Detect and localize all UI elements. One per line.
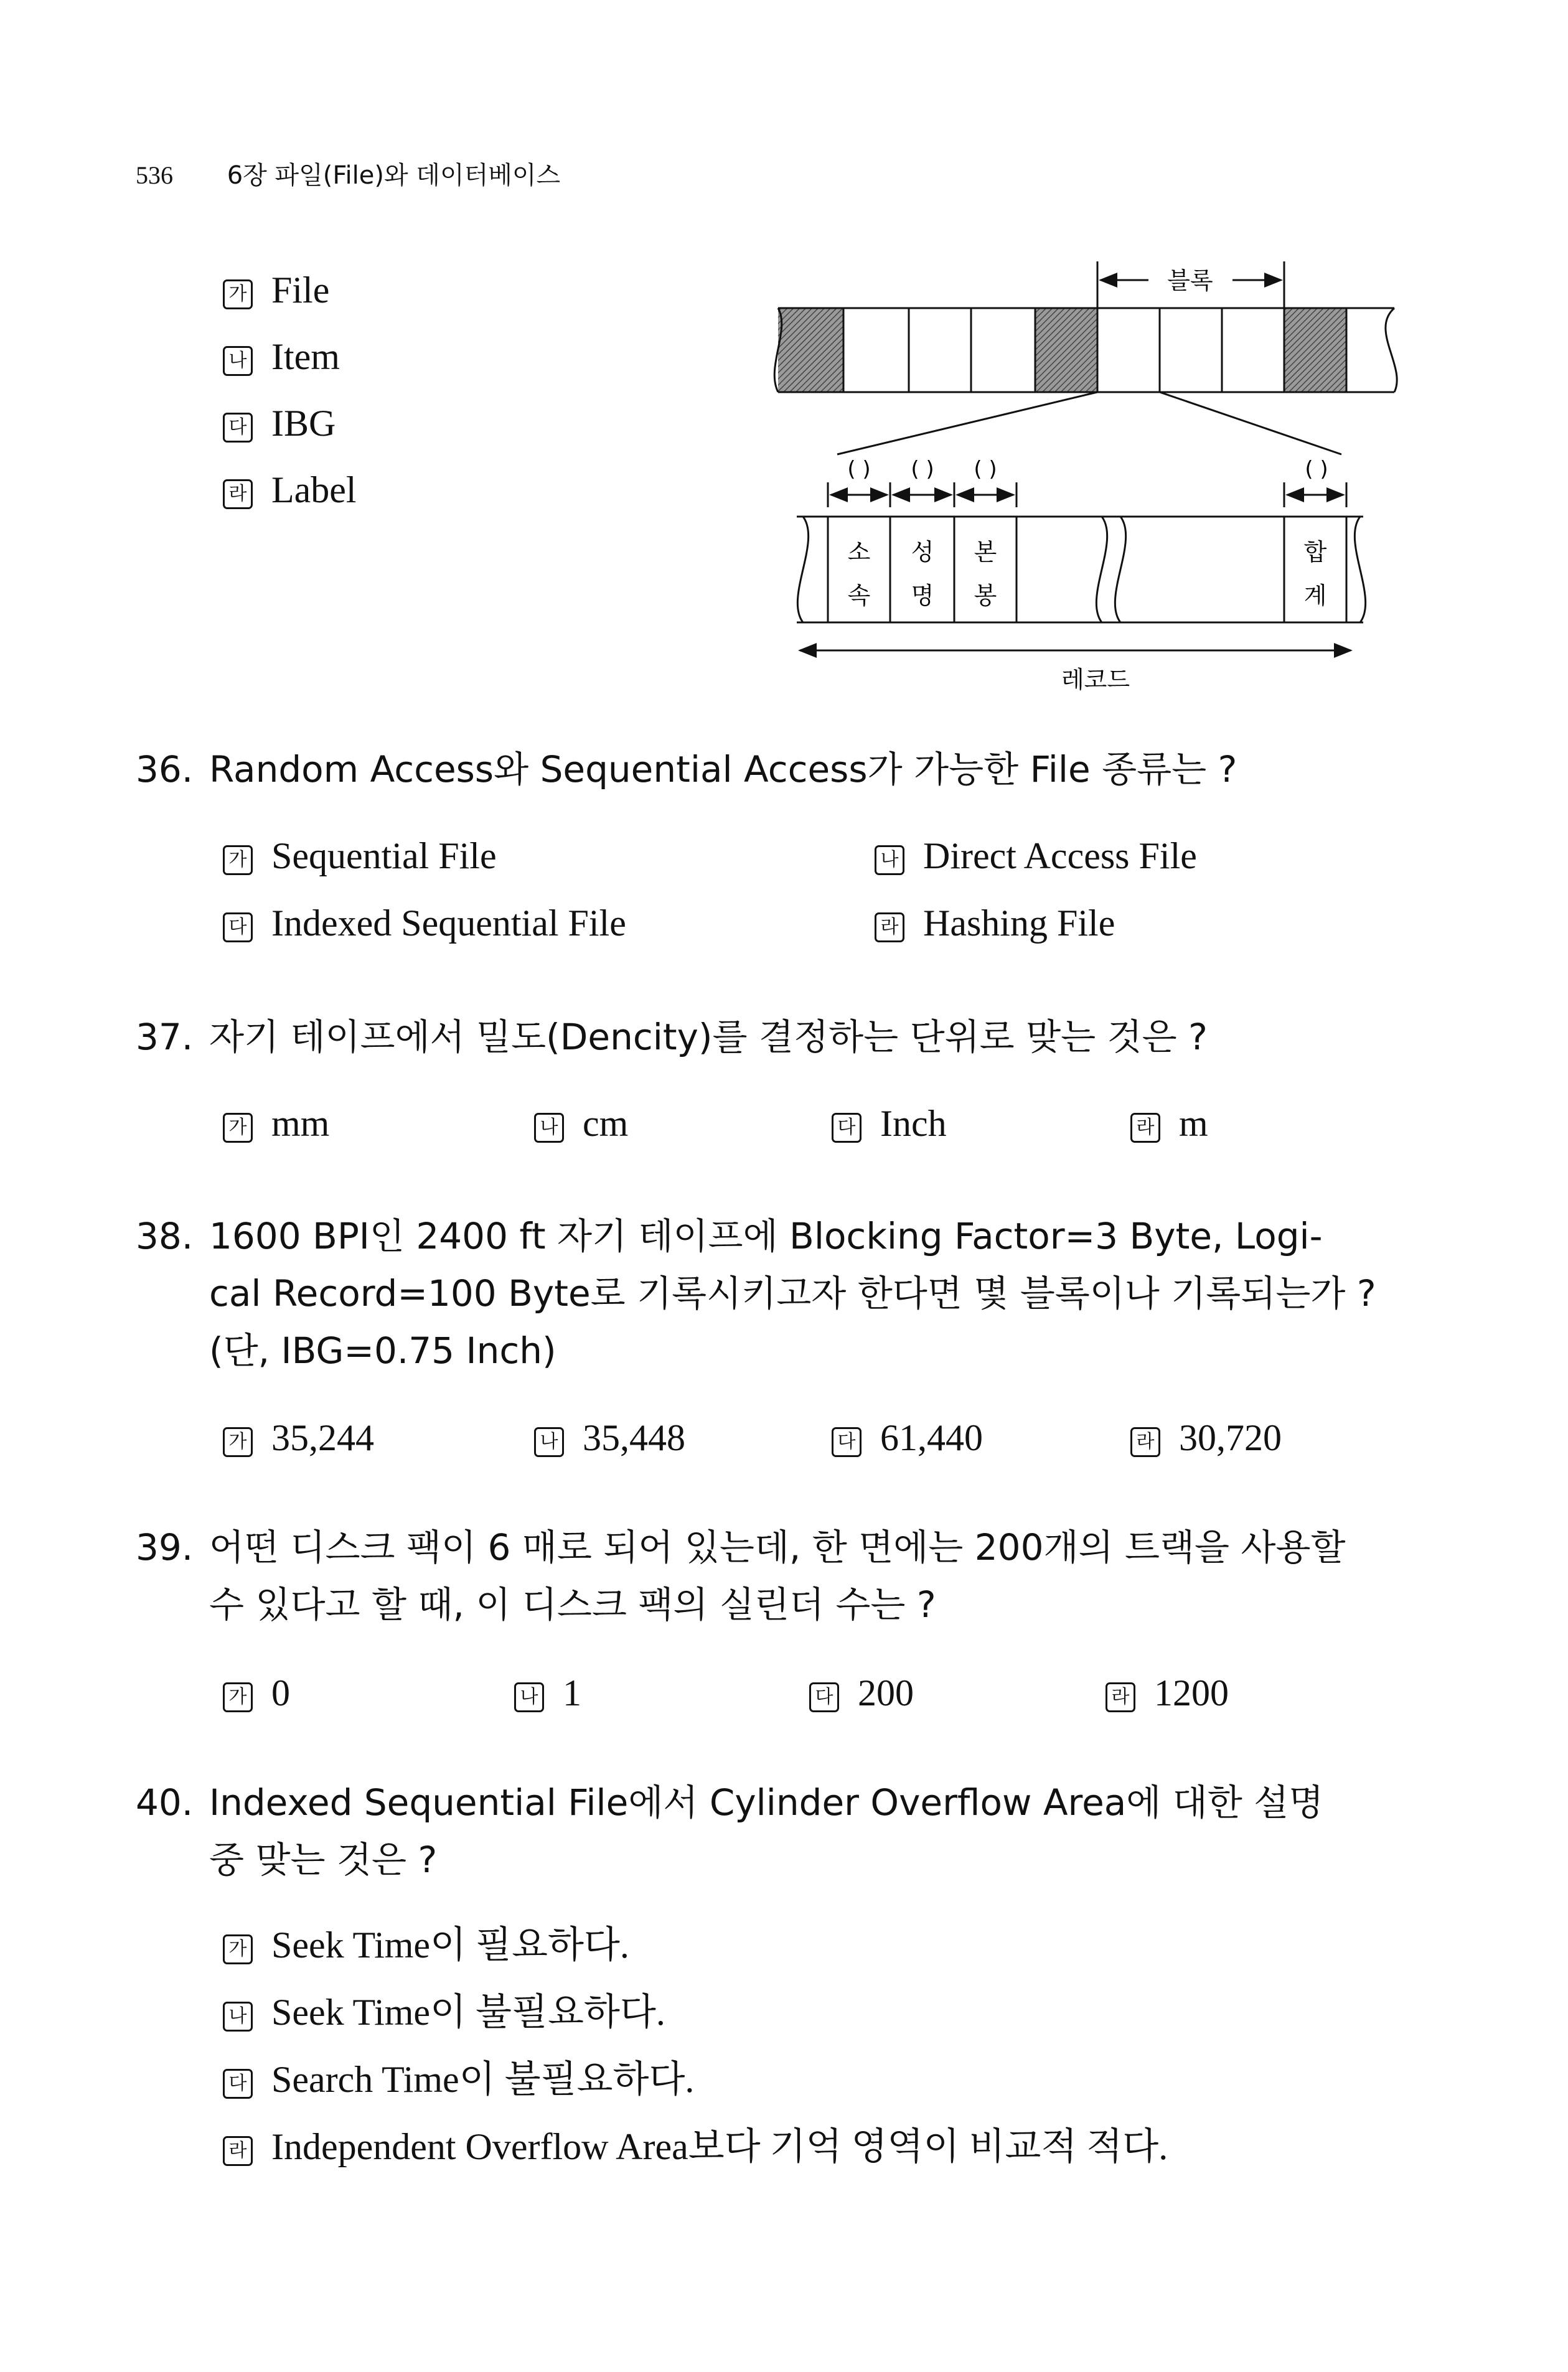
q35-option-d[interactable]: 라 Label (223, 471, 357, 509)
q35-option-b[interactable]: 나 Item (223, 338, 340, 376)
option-marker: 나 (875, 845, 904, 875)
q37-option-c[interactable]: 다 Inch (832, 1105, 947, 1143)
q38-option-d[interactable]: 라 30,720 (1130, 1419, 1282, 1457)
question-number: 40. (136, 1781, 194, 1824)
option-marker: 가 (223, 1934, 253, 1964)
option-marker: 라 (223, 479, 253, 509)
option-marker: 다 (223, 912, 253, 942)
question-39 (136, 1519, 1346, 1633)
question-number: 36. (136, 748, 194, 790)
q39-option-a[interactable]: 가 0 (223, 1674, 290, 1712)
q39-option-b[interactable]: 나 1 (514, 1674, 581, 1712)
q39-option-d[interactable]: 라 1200 (1106, 1674, 1229, 1712)
q39-option-c[interactable]: 다 200 (809, 1674, 914, 1712)
option-marker: 라 (223, 2136, 253, 2166)
question-40 (136, 1774, 1323, 1888)
zoom-line-left (837, 392, 1097, 454)
field-size-blank: ( ) (847, 457, 871, 482)
field-label-top: 합 (1303, 538, 1327, 566)
field-label-top: 본 (974, 538, 997, 566)
field-label-top: 성 (911, 538, 934, 566)
ibg-gap (778, 308, 843, 392)
option-marker: 다 (832, 1427, 861, 1457)
option-marker: 라 (1106, 1682, 1135, 1712)
q37-option-d[interactable]: 라 m (1130, 1105, 1208, 1143)
q38-option-b[interactable]: 나 35,448 (534, 1419, 685, 1457)
question-number: 39. (136, 1526, 194, 1568)
option-marker: 가 (223, 1682, 253, 1712)
q38-option-c[interactable]: 다 61,440 (832, 1419, 983, 1457)
q40-option-c[interactable]: 다 Search Time이 불필요하다. (223, 2061, 694, 2099)
q38-option-a[interactable]: 가 35,244 (223, 1419, 374, 1457)
option-marker: 가 (223, 845, 253, 875)
q40-option-d[interactable]: 라 Independent Overflow Area보다 기억 영역이 비교적 적다. (223, 2128, 1168, 2166)
q37-option-a[interactable]: 가 mm (223, 1105, 329, 1143)
option-marker: 나 (223, 2002, 253, 2032)
question-stem: 40. Indexed Sequential File에서 Cylinder Overflow Area에 대한 설명 (136, 1774, 1323, 1831)
block-label: 블록 (1167, 267, 1213, 294)
page-number: 536 (136, 161, 173, 189)
question-36 (136, 741, 1237, 798)
block-record-diagram (772, 261, 1419, 703)
question-stem-line: 중 맞는 것은 ? (209, 1839, 438, 1881)
option-marker: 나 (534, 1427, 564, 1457)
question-stem: 36. Random Access와 Sequential Access가 가능한 File 종류는 ? (136, 741, 1237, 798)
option-marker: 나 (223, 346, 253, 376)
q35-option-c[interactable]: 다 IBG (223, 405, 336, 443)
field-label-bottom: 계 (1303, 582, 1327, 609)
tape-break-right (1386, 308, 1397, 392)
q37-option-b[interactable]: 나 cm (534, 1105, 628, 1143)
option-marker: 라 (1130, 1427, 1160, 1457)
q36-option-b[interactable]: 나 Direct Access File (875, 837, 1197, 875)
question-37 (136, 1008, 1208, 1066)
field-label-top: 소 (847, 538, 871, 566)
option-marker: 다 (223, 413, 253, 443)
question-stem-line: 수 있다고 할 때, 이 디스크 팩의 실린더 수는 ? (209, 1583, 936, 1626)
question-stem: 37. 자기 테이프에서 밀도(Dencity)를 결정하는 단위로 맞는 것은 ? (136, 1008, 1208, 1066)
option-marker: 가 (223, 1427, 253, 1457)
option-marker: 다 (809, 1682, 839, 1712)
question-number: 37. (136, 1016, 194, 1058)
zoom-line-right (1160, 392, 1341, 454)
field-label-bottom: 봉 (974, 582, 997, 609)
q36-option-c[interactable]: 다 Indexed Sequential File (223, 904, 626, 942)
question-stem-line: (단, IBG=0.75 Inch) (209, 1329, 556, 1372)
question-stem: 39. 어떤 디스크 팩이 6 매로 되어 있는데, 한 면에는 200개의 트랙을 사용할 (136, 1519, 1346, 1576)
option-marker: 라 (1130, 1113, 1160, 1143)
q40-option-a[interactable]: 가 Seek Time이 필요하다. (223, 1926, 629, 1964)
field-label-bottom: 속 (847, 582, 871, 609)
chapter-title: 6장 파일(File)와 데이터베이스 (227, 161, 561, 190)
field-label-bottom: 명 (911, 582, 934, 609)
question-stem-line: cal Record=100 Byte로 기록시키고자 한다면 몇 블록이나 기록되는가 ? (209, 1272, 1376, 1315)
q36-option-d[interactable]: 라 Hashing File (875, 904, 1115, 942)
page-header (136, 156, 560, 191)
field-size-blank: ( ) (1305, 457, 1328, 482)
record-detail-box (797, 517, 1366, 622)
option-marker: 다 (223, 2069, 253, 2099)
question-number: 38. (136, 1215, 194, 1257)
question-38 (136, 1207, 1376, 1379)
field-size-blank: ( ) (974, 457, 997, 482)
ibg-gap (1284, 308, 1346, 392)
option-marker: 가 (223, 279, 253, 309)
option-marker: 다 (832, 1113, 861, 1143)
option-marker: 라 (875, 912, 904, 942)
option-marker: 가 (223, 1113, 253, 1143)
field-size-blank: ( ) (911, 457, 934, 482)
q40-option-b[interactable]: 나 Seek Time이 불필요하다. (223, 1994, 665, 2032)
option-marker: 나 (534, 1113, 564, 1143)
option-marker: 나 (514, 1682, 544, 1712)
q35-option-a[interactable]: 가 File (223, 271, 329, 309)
q36-option-a[interactable]: 가 Sequential File (223, 837, 497, 875)
question-stem: 38. 1600 BPI인 2400 ft 자기 테이프에 Blocking Factor=3 Byte, Logi- (136, 1207, 1376, 1265)
ibg-gap (1035, 308, 1097, 392)
record-label: 레코드 (1061, 666, 1130, 693)
field-size-arrows (828, 482, 1346, 507)
